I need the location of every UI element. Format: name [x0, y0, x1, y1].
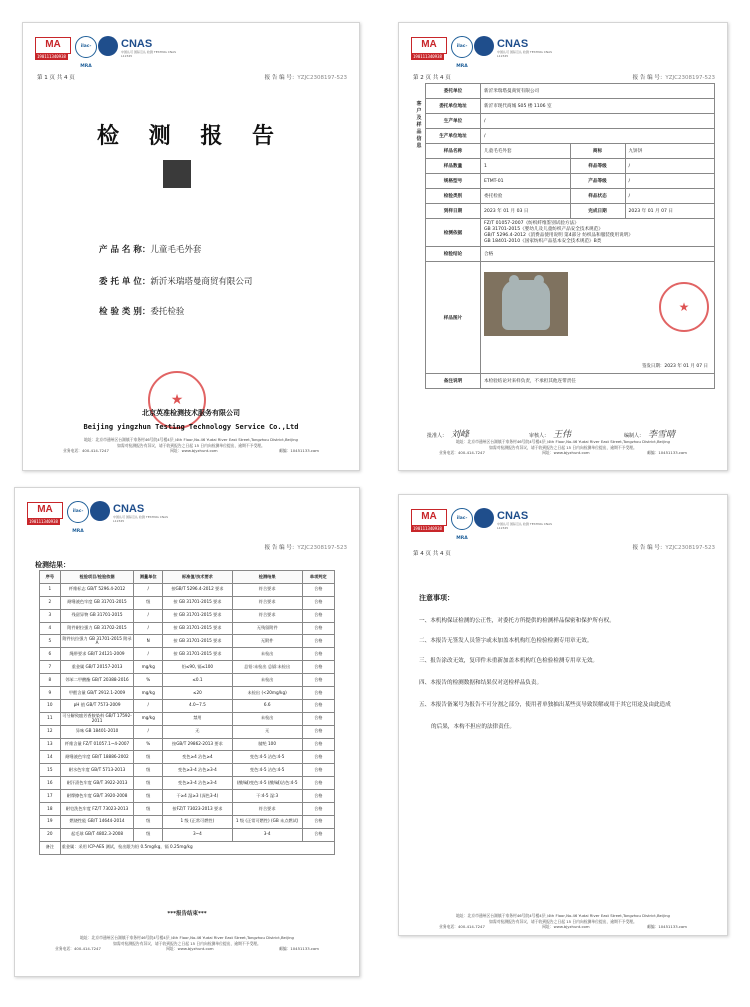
page-number: 第 2 页 共 4 页	[413, 75, 451, 81]
table-cell: 合格	[302, 583, 334, 596]
table-cell: 级	[134, 828, 163, 841]
table-cell: 无	[163, 725, 233, 738]
table-cell: 耐唾液色牢度 GB 31701-2015	[60, 596, 134, 609]
note-item: 三、报告涂改无效，复印件未重新加盖本机构红色检验检测专用章无效。	[419, 658, 599, 664]
table-cell: /	[134, 648, 163, 661]
cnas-subtitle: 中国认可 国际互认 检测 TESTING CNAS L12345	[121, 50, 177, 58]
preparer-signature: 编制人： 李雪晴	[624, 430, 676, 440]
table-cell: 1	[40, 583, 61, 596]
table-cell: 绳带要求 GB/T 24121-2009	[60, 648, 134, 661]
table-cell: 级	[134, 815, 163, 828]
table-row	[40, 699, 335, 712]
table-cell: 合格	[302, 828, 334, 841]
table-cell: 无附件	[232, 635, 302, 648]
table-row	[40, 777, 335, 790]
note-item: 的后果，本构不担应的法律责任。	[431, 724, 515, 730]
company-name-en: Beijing yingzhun Testing Technology Service Co.,Ltd	[83, 423, 299, 431]
table-cell: mg/kg	[134, 687, 163, 700]
table-cell: 异味 GB 18401-2010	[60, 725, 134, 738]
table-row	[40, 815, 335, 828]
table-row	[40, 622, 335, 635]
table-cell: 合格	[302, 790, 334, 803]
cnas-logo: CNAS	[121, 38, 153, 50]
note-item: 二、本报告无签发人员签字或未加盖本机构红色检验检测专用章无效。	[419, 638, 593, 644]
table-cell: 附件抗拉强力 GB 31701-2015 附录A	[60, 635, 134, 648]
table-cell: 级	[134, 596, 163, 609]
table-row	[40, 609, 335, 622]
table-cell: 无残留附件	[232, 622, 302, 635]
table-cell: 起毛球 GB/T 4802.3-2008	[60, 828, 134, 841]
table-cell: 耐摩擦色牢度 GB/T 3920-2008	[60, 790, 134, 803]
ilac-mra-logo: ilac-MRA	[451, 508, 473, 530]
cnas-subtitle: 中国认可 国际互认 检测 TESTING CNAS L12345	[497, 50, 553, 58]
table-cell: 禁用	[163, 712, 233, 725]
cnas-emblem-icon	[90, 501, 110, 521]
table-cell: 无	[232, 725, 302, 738]
table-cell: 合格	[302, 596, 334, 609]
table-cell: /	[134, 699, 163, 712]
table-cell: 15	[40, 764, 61, 777]
table-row	[40, 661, 335, 674]
note-item: 四、本报告的检测数据和结果仅对送检样品负责。	[419, 680, 543, 686]
page-footer: 地址：北京市通州区台湖镇于家务村46号院4号楼4层 /4th Floor,No.46 Yudai River East Street,Tongzhou District,Beijing 如需对检测报告有异议，请于收到报告之日起 15 日内向检测单位提出，逾期不予受理。 业务电话：400-414-7247 网址：www.bjyzhunt.com 邮编：10451133.com	[439, 913, 687, 929]
table-cell: %	[134, 674, 163, 687]
report-end-marker: ***报告结束***	[167, 911, 207, 917]
table-cell: 符合要求	[232, 803, 302, 816]
table-cell: 未检出	[232, 712, 302, 725]
cnas-subtitle: 中国认可 国际互认 检测 TESTING CNAS L12345	[113, 515, 169, 523]
table-cell: 合格	[302, 803, 334, 816]
table-cell: 13	[40, 738, 61, 751]
table-cell: 变色:4-5 沾色:4-5	[232, 764, 302, 777]
table-note-row: 备注 重金属：采用 ICP-AES 测试，检出限为铅 0.5mg/kg，镉 0.25mg/kg	[40, 841, 335, 854]
cnas-logo: CNAS	[113, 503, 145, 515]
table-cell: ≤0.1	[163, 674, 233, 687]
table-cell: 级	[134, 803, 163, 816]
table-cell: (酸/碱)变色:4-5 (酸/碱)沾色:4-5	[232, 777, 302, 790]
table-cell: 7	[40, 661, 61, 674]
table-cell: 符合要求	[232, 583, 302, 596]
table-cell: 按GB/T 5296.4-2012 要求	[163, 583, 233, 596]
table-cell: 纤维含量 FZ/T 01057.1~4-2007	[60, 738, 134, 751]
category-line: 检 验 类 别：委托检验	[99, 307, 185, 317]
report-number: 报 告 编 号：YZJC2308197-523	[632, 545, 715, 551]
table-cell: mg/kg	[134, 712, 163, 725]
table-cell: 3~4	[163, 828, 233, 841]
company-name-cn: 北京英准检测技术服务有限公司	[142, 409, 240, 417]
table-cell: 4	[40, 622, 61, 635]
table-cell: 按 GB 31701-2015 要求	[163, 596, 233, 609]
table-cell: 合格	[302, 699, 334, 712]
table-cell: 级	[134, 777, 163, 790]
table-cell: N	[134, 635, 163, 648]
table-cell: 耐唾液色牢度 GB/T 18886-2002	[60, 751, 134, 764]
table-cell: 1 级 (正常可燃性)	[163, 815, 233, 828]
accreditation-logos	[35, 35, 205, 69]
table-cell: 变色≥3-4 沾色≥3-4	[163, 777, 233, 790]
table-cell: 按GB/T 29862-2013 要求	[163, 738, 233, 751]
table-cell: 干≥4 湿≥3 (深色3-4)	[163, 790, 233, 803]
table-row	[40, 725, 335, 738]
page-number: 第 1 页 共 4 页	[37, 75, 75, 81]
table-cell: 按 GB 31701-2015 要求	[163, 648, 233, 661]
table-cell: 残留异物 GB 31701-2015	[60, 609, 134, 622]
table-cell: 级	[134, 751, 163, 764]
cma-number: 190111340938	[37, 54, 66, 59]
table-row	[40, 738, 335, 751]
table-cell: 按 GB 31701-2015 要求	[163, 609, 233, 622]
table-cell: 可分解致癌芳香胺染料 GB/T 17592-2011	[60, 712, 134, 725]
table-cell: 9	[40, 687, 61, 700]
company-seal: ★	[148, 371, 206, 429]
table-cell: 未检出	[232, 674, 302, 687]
table-cell: 8	[40, 674, 61, 687]
ilac-mra-logo: ilac-MRA	[75, 36, 97, 58]
table-cell: 3	[40, 609, 61, 622]
notes-heading: 注意事项：	[419, 594, 454, 602]
table-cell: 1 级 (正常可燃性) (GB 未点燃试)	[232, 815, 302, 828]
table-cell: 干:4-5 湿:3	[232, 790, 302, 803]
table-cell: 19	[40, 815, 61, 828]
table-cell: 级	[134, 764, 163, 777]
test-seal: ★	[659, 282, 709, 332]
cnas-subtitle: 中国认可 国际互认 检测 TESTING CNAS L12345	[497, 522, 553, 530]
table-cell: 6	[40, 648, 61, 661]
sample-info-table: 委托单位 新沂米瑞塔曼商贸有限公司 委托单位地址 新沂市现代商城 S05 楼 1106 室 生产单位 / 生产单位地址 / 样品名称 儿童毛毛外套 商标 九饼饼 样品数量 1 样品等级 / 规格型号 ETMT-01 产品等级 / 检验类别 委托检验 样品状态 / 到样日期 2023 年 01 月 03 日 完成日期 2023 年 01 月 07 日 检测依据 FZ/T 01057-2007《纺织纤维鉴别试验方法》 GB 31701-2015《婴幼儿及儿童纺织产品安全技术规范》 GB/T 5296.4-2012《消费品使用说明 第4部分 纺织品和服装使用说明》 GB 18401-2010《国家纺织产品基本安全技术规范》B类 检验结论 合格 样品图片 ★ 签发日期：2023 年 01 月 07 日 备注说明 本检验结论对来样负责，不承担其他连带责任	[425, 83, 715, 389]
table-cell: 合格	[302, 622, 334, 635]
table-cell: pH 值 GB/T 7573-2009	[60, 699, 134, 712]
cnas-logo: CNAS	[497, 38, 529, 50]
cma-number: 190111340938	[29, 519, 58, 524]
table-cell: 按 GB 31701-2015 要求	[163, 622, 233, 635]
note-item: 五、本报告备案号为报告不可分割之部分，使用者单独抽出某些页导致误解或用于其它用途及由此造成	[419, 702, 671, 708]
page-footer: 地址：北京市通州区台湖镇于家务村46号院4号楼4层 /4th Floor,No.46 Yudai River East Street,Tongzhou District,Beijing 如需对检测报告有异议，请于收到报告之日起 15 日内向检测单位提出，逾期不予受理。 业务电话：400-414-7247 网址：www.bjyzhunt.com 邮编：10451133.com	[63, 437, 319, 453]
table-cell: ≤20	[163, 687, 233, 700]
table-row	[40, 635, 335, 648]
table-row	[40, 764, 335, 777]
cnas-emblem-icon	[474, 508, 494, 528]
cma-logo: MA	[411, 509, 447, 526]
table-cell: 总铅:未检出 总镉:未检出	[232, 661, 302, 674]
table-cell: 耐皂洗色牢度 FZ/T 73023-2013	[60, 803, 134, 816]
table-cell: 16	[40, 777, 61, 790]
table-cell: 合格	[302, 725, 334, 738]
table-row	[40, 596, 335, 609]
results-table	[39, 570, 335, 855]
report-number: 报 告 编 号：YZJC2308197-523	[264, 545, 347, 551]
table-row	[40, 583, 335, 596]
table-cell: /	[134, 622, 163, 635]
qr-code	[163, 160, 191, 188]
cma-logo: MA	[27, 502, 63, 519]
table-row	[40, 803, 335, 816]
table-row	[40, 790, 335, 803]
table-cell: 纤维标志 GB/T 5296.4-2012	[60, 583, 134, 596]
table-cell: 变色≥3-4 沾色≥3-4	[163, 764, 233, 777]
table-cell: 14	[40, 751, 61, 764]
report-title: 检 测 报 告	[97, 123, 285, 149]
table-cell: 铅≤90, 镉≤100	[163, 661, 233, 674]
table-cell: 燃烧性能 GB/T 14644-2014	[60, 815, 134, 828]
approver-signature: 批准人： 刘峰	[427, 430, 470, 440]
table-cell: 按FZ/T 73023-2013 要求	[163, 803, 233, 816]
report-cover-page	[22, 22, 360, 471]
ilac-mra-logo: ilac-MRA	[451, 36, 473, 58]
table-cell: 甲醛含量 GB/T 2912.1-2009	[60, 687, 134, 700]
ilac-mra-logo: ilac-MRA	[67, 501, 89, 523]
table-cell: 合格	[302, 674, 334, 687]
table-cell: 邻苯二甲酸酯 GB/T 20388-2016	[60, 674, 134, 687]
table-cell: 腈纶 100	[232, 738, 302, 751]
table-row	[40, 674, 335, 687]
reviewer-signature: 审核人： 王伟	[529, 430, 572, 440]
table-row	[40, 712, 335, 725]
sample-photo	[484, 272, 568, 336]
table-cell: 合格	[302, 738, 334, 751]
cma-number: 190111340938	[413, 54, 442, 59]
table-cell: 10	[40, 699, 61, 712]
test-results-page	[14, 487, 360, 977]
table-cell: 合格	[302, 635, 334, 648]
table-cell: 合格	[302, 609, 334, 622]
table-cell: /	[134, 725, 163, 738]
table-cell: 合格	[302, 712, 334, 725]
table-cell: /	[134, 609, 163, 622]
table-cell: %	[134, 738, 163, 751]
table-cell: 附件耐拉强力 GB 31702-2015	[60, 622, 134, 635]
notes-page	[398, 494, 728, 936]
table-row	[40, 828, 335, 841]
table-cell: 5	[40, 635, 61, 648]
table-row	[40, 687, 335, 700]
table-cell: 合格	[302, 751, 334, 764]
accreditation-logos	[27, 500, 197, 534]
table-cell: 合格	[302, 661, 334, 674]
table-cell: 合格	[302, 648, 334, 661]
table-cell: 11	[40, 712, 61, 725]
results-heading: 检测结果：	[35, 561, 70, 569]
table-cell: 重金属 GB/T 20157-2013	[60, 661, 134, 674]
table-cell: 12	[40, 725, 61, 738]
sample-info-page	[398, 22, 728, 471]
page-footer: 地址：北京市通州区台湖镇于家务村46号院4号楼4层 /4th Floor,No.46 Yudai River East Street,Tongzhou District,Beijing 如需对检测报告有异议，请于收到报告之日起 15 日内向检测单位提出，逾期不予受理。 业务电话：400-414-7247 网址：www.bjyzhunt.com 邮编：10451133.com	[439, 439, 687, 455]
table-cell: 17	[40, 790, 61, 803]
table-cell: 20	[40, 828, 61, 841]
table-cell: 按 GB 31701-2015 要求	[163, 635, 233, 648]
table-cell: mg/kg	[134, 661, 163, 674]
issue-date: 签发日期：2023 年 01 月 07 日	[641, 364, 708, 369]
table-cell: 符合要求	[232, 596, 302, 609]
table-cell: 符合要求	[232, 609, 302, 622]
table-cell: 合格	[302, 687, 334, 700]
report-number: 报 告 编 号：YZJC2308197-523	[264, 75, 347, 81]
table-cell: 合格	[302, 777, 334, 790]
table-cell: 3-4	[232, 828, 302, 841]
table-cell: 未检出	[232, 648, 302, 661]
product-name-line: 产 品 名 称：儿童毛毛外套	[99, 245, 202, 255]
cnas-emblem-icon	[98, 36, 118, 56]
cma-logo: MA	[411, 37, 447, 54]
table-cell: 合格	[302, 764, 334, 777]
cnas-emblem-icon	[474, 36, 494, 56]
table-cell: 耐汗渍色牢度 GB/T 3922-2013	[60, 777, 134, 790]
client-sample-side-label: 客户及样品信息	[416, 101, 422, 149]
table-cell: 4.0~7.5	[163, 699, 233, 712]
cnas-logo: CNAS	[497, 510, 529, 522]
table-cell: 变色≥4 沾色≥4	[163, 751, 233, 764]
table-cell: 耐水色牢度 GB/T 5713-2013	[60, 764, 134, 777]
table-cell: 2	[40, 596, 61, 609]
accreditation-logos	[411, 507, 581, 541]
table-cell: 变色:4-5 沾色:4-5	[232, 751, 302, 764]
table-cell: 6.6	[232, 699, 302, 712]
table-cell: /	[134, 583, 163, 596]
client-line: 委 托 单 位：新沂米瑞塔曼商贸有限公司	[99, 277, 253, 287]
page-footer: 地址：北京市通州区台湖镇于家务村46号院4号楼4层 /4th Floor,No.46 Yudai River East Street,Tongzhou District,Beijing 如需对检测报告有异议，请于收到报告之日起 15 日内向检测单位提出，逾期不予受理。 业务电话：400-414-7247 网址：www.bjyzhunt.com 邮编：10451133.com	[55, 935, 319, 951]
table-cell: 未检出 (<20mg/kg)	[232, 687, 302, 700]
accreditation-logos	[411, 35, 581, 69]
table-row	[40, 648, 335, 661]
table-cell: 合格	[302, 815, 334, 828]
report-number: 报 告 编 号：YZJC2308197-523	[632, 75, 715, 81]
table-cell: 18	[40, 803, 61, 816]
table-cell: 级	[134, 790, 163, 803]
table-header-row: 序号 检验项目/检验依据 测量单位 标准值/技术要求 检测结果 单项判定	[40, 571, 335, 584]
cma-logo: MA	[35, 37, 71, 54]
cma-number: 190111340938	[413, 526, 442, 531]
note-item: 一、本机构保证检测的公正性，对委托方所提供的检测样品保密和保护所有权。	[419, 618, 615, 624]
table-row	[40, 751, 335, 764]
page-number: 第 4 页 共 4 页	[413, 551, 451, 557]
